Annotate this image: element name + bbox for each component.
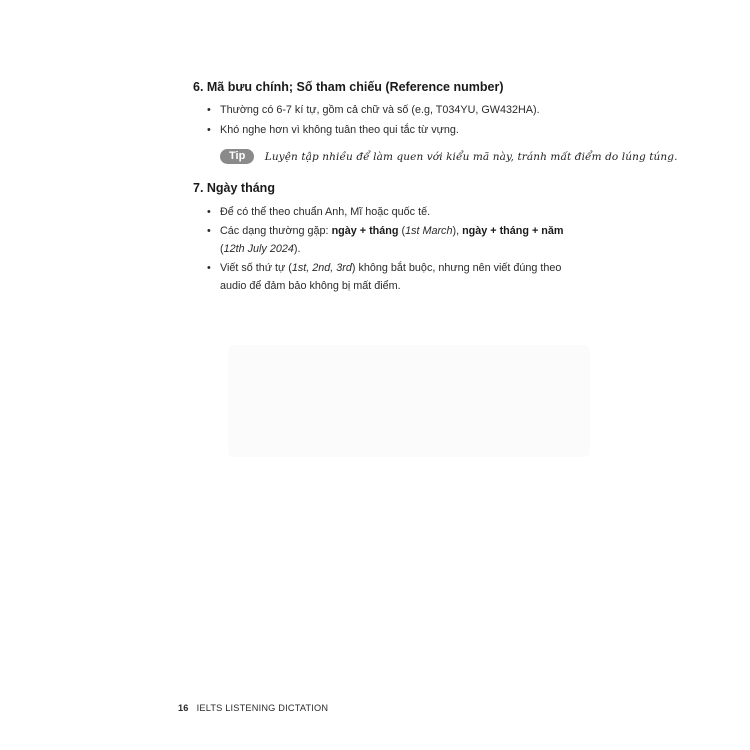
date-example-1: 1st March bbox=[405, 225, 453, 237]
bullet-dot: • bbox=[207, 225, 211, 237]
tip-badge: Tip bbox=[220, 149, 254, 164]
paren-close: ). bbox=[293, 243, 301, 255]
bullet-dot: • bbox=[207, 262, 211, 274]
date-form-2: ngày + tháng + năm bbox=[462, 225, 564, 237]
section-6-bullet-1 bbox=[207, 101, 580, 119]
bullet-text: Khó nghe hơn vì không tuân theo qui tắc từ vựng. bbox=[220, 124, 459, 136]
bullet-suffix: ) không bắt buộc, nhưng nên viết đúng theo audio để đảm bảo không bị mất điểm. bbox=[220, 262, 562, 292]
section-6-heading: 6. Mã bưu chính; Số tham chiếu (Reference number) bbox=[193, 80, 504, 94]
tip-callout bbox=[220, 148, 678, 164]
page-footer bbox=[178, 703, 328, 713]
bullet-dot: • bbox=[207, 124, 211, 136]
paren-close: ), bbox=[452, 225, 463, 237]
section-7-bullet-3 bbox=[207, 259, 580, 295]
ordinal-examples: 1st, 2nd, 3rd bbox=[291, 262, 352, 274]
bullet-text: Để có thể theo chuẩn Anh, Mĩ hoặc quốc tế. bbox=[220, 206, 431, 218]
faint-background-area bbox=[228, 345, 590, 457]
bullet-prefix: Các dạng thường gặp: bbox=[220, 225, 332, 237]
section-7-heading: 7. Ngày tháng bbox=[193, 181, 275, 195]
page-number: 16 bbox=[178, 703, 189, 713]
paren-open: ( bbox=[220, 243, 224, 255]
section-7-bullet-1 bbox=[207, 203, 580, 221]
bullet-prefix: Viết số thứ tự ( bbox=[220, 262, 292, 274]
section-7-bullet-2 bbox=[207, 222, 580, 258]
book-title: IELTS LISTENING DICTATION bbox=[196, 703, 329, 713]
bullet-text: Thường có 6-7 kí tự, gồm cả chữ và số (e.g, T034YU, GW432HA). bbox=[220, 104, 540, 116]
section-6-bullet-2 bbox=[207, 121, 580, 139]
bullet-dot: • bbox=[207, 206, 211, 218]
bullet-dot: • bbox=[207, 104, 211, 116]
tip-text: Luyện tập nhiều để làm quen với kiểu mã này, tránh mất điểm do lúng túng. bbox=[264, 150, 678, 163]
paren-open: ( bbox=[398, 225, 406, 237]
date-example-2: 12th July 2024 bbox=[223, 243, 294, 255]
date-form-1: ngày + tháng bbox=[331, 225, 399, 237]
